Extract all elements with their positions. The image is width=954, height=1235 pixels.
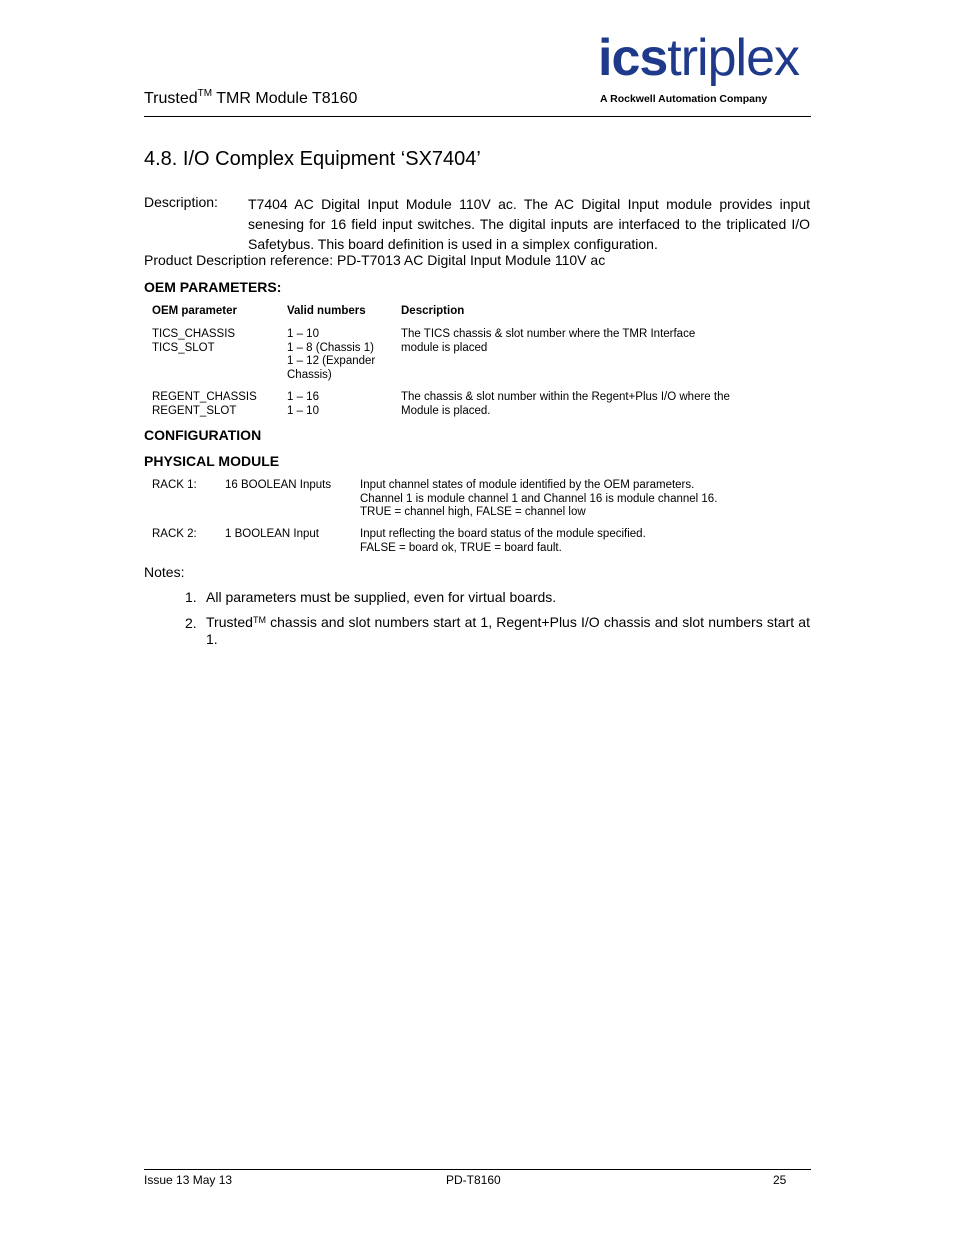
physical-module-heading: PHYSICAL MODULE xyxy=(144,453,280,469)
valid-number-line: Chassis) xyxy=(287,368,332,381)
rack-label: RACK 2: xyxy=(152,528,197,540)
trademark-mark: TM xyxy=(197,88,213,99)
description-line: Module is placed. xyxy=(401,404,491,417)
description-line: module is placed xyxy=(401,341,488,354)
rack-type: 16 BOOLEAN Inputs xyxy=(225,479,332,491)
section-title: 4.8. I/O Complex Equipment ‘SX7404’ xyxy=(144,148,481,170)
header-title-suffix: TMR Module T8160 xyxy=(212,90,358,107)
oem-param-name: TICS_CHASSIS xyxy=(152,328,236,340)
footer-issue: Issue 13 May 13 xyxy=(144,1173,233,1187)
table-header-oem-parameter: OEM parameter xyxy=(152,305,238,317)
rack-description-line: TRUE = channel high, FALSE = channel low xyxy=(360,506,586,518)
table-header-valid-numbers: Valid numbers xyxy=(287,305,366,317)
oem-description xyxy=(401,328,695,355)
valid-number-line: 1 – 8 (Chassis 1) xyxy=(287,341,374,354)
ics-triplex-logo xyxy=(598,29,812,108)
note-number: 2. xyxy=(185,615,197,631)
oem-description xyxy=(401,391,730,418)
header-divider xyxy=(144,116,811,117)
oem-parameters-heading: OEM PARAMETERS: xyxy=(144,279,282,295)
notes-label: Notes: xyxy=(144,564,185,580)
description-line: The TICS chassis & slot number where the TMR Interface xyxy=(401,328,696,340)
rack-type: 1 BOOLEAN Input xyxy=(225,528,319,540)
note-number: 1. xyxy=(185,589,197,605)
document-header-title xyxy=(144,90,357,108)
footer-document-id: PD-T8160 xyxy=(446,1173,501,1187)
logo-bold-text: ics xyxy=(598,29,668,87)
table-row xyxy=(152,328,235,355)
note-text-suffix: chassis and slot numbers start at 1, Regent+Plus I/O chassis and slot numbers start at 1. xyxy=(206,614,810,647)
rack-description-line: FALSE = board ok, TRUE = board fault. xyxy=(360,541,562,554)
footer-divider xyxy=(144,1169,811,1170)
description-label: Description: xyxy=(144,194,218,210)
valid-number-line: 1 – 16 xyxy=(287,391,319,403)
oem-valid-numbers xyxy=(287,328,375,382)
oem-param-name: REGENT_CHASSIS xyxy=(152,391,257,403)
valid-number-line: 1 – 10 xyxy=(287,404,319,417)
description-text: T7404 AC Digital Input Module 110V ac. The AC Digital Input module provides input senesing for 16 field input switches. The digital inputs are interfaced to the triplicated I/O Safetybus. This board definition is used in a simplex configuration. xyxy=(248,196,810,252)
note-text-prefix: Trusted xyxy=(206,614,253,630)
logo-tagline: A Rockwell Automation Company xyxy=(600,93,768,105)
note-text: All parameters must be supplied, even for virtual boards. xyxy=(206,589,557,605)
description-line: The chassis & slot number within the Regent+Plus I/O where the xyxy=(401,391,730,403)
header-title-prefix: Trusted xyxy=(144,90,198,107)
table-header-description: Description xyxy=(401,305,465,317)
rack-label: RACK 1: xyxy=(152,479,197,491)
trademark-mark: TM xyxy=(252,615,266,625)
valid-number-line: 1 – 10 xyxy=(287,328,319,340)
oem-valid-numbers xyxy=(287,391,319,418)
valid-number-line: 1 – 12 (Expander xyxy=(287,355,376,367)
product-reference: Product Description reference: PD-T7013 AC Digital Input Module 110V ac xyxy=(144,252,606,268)
logo-light-text: triplex xyxy=(667,29,800,87)
table-row xyxy=(152,391,257,418)
footer-page-number: 25 xyxy=(773,1173,787,1187)
rack-description xyxy=(360,528,646,555)
logo-wordmark xyxy=(598,29,800,87)
note-text xyxy=(206,614,810,648)
rack-description-line: Input reflecting the board status of the module specified. xyxy=(360,528,646,540)
rack-description-line: Input channel states of module identified by the OEM parameters. xyxy=(360,479,695,491)
configuration-heading: CONFIGURATION xyxy=(144,427,262,443)
rack-description xyxy=(360,479,717,520)
oem-param-name: TICS_SLOT xyxy=(152,341,215,354)
oem-param-name: REGENT_SLOT xyxy=(152,404,237,417)
rack-description-line: Channel 1 is module channel 1 and Channel 16 is module channel 16. xyxy=(360,492,718,505)
